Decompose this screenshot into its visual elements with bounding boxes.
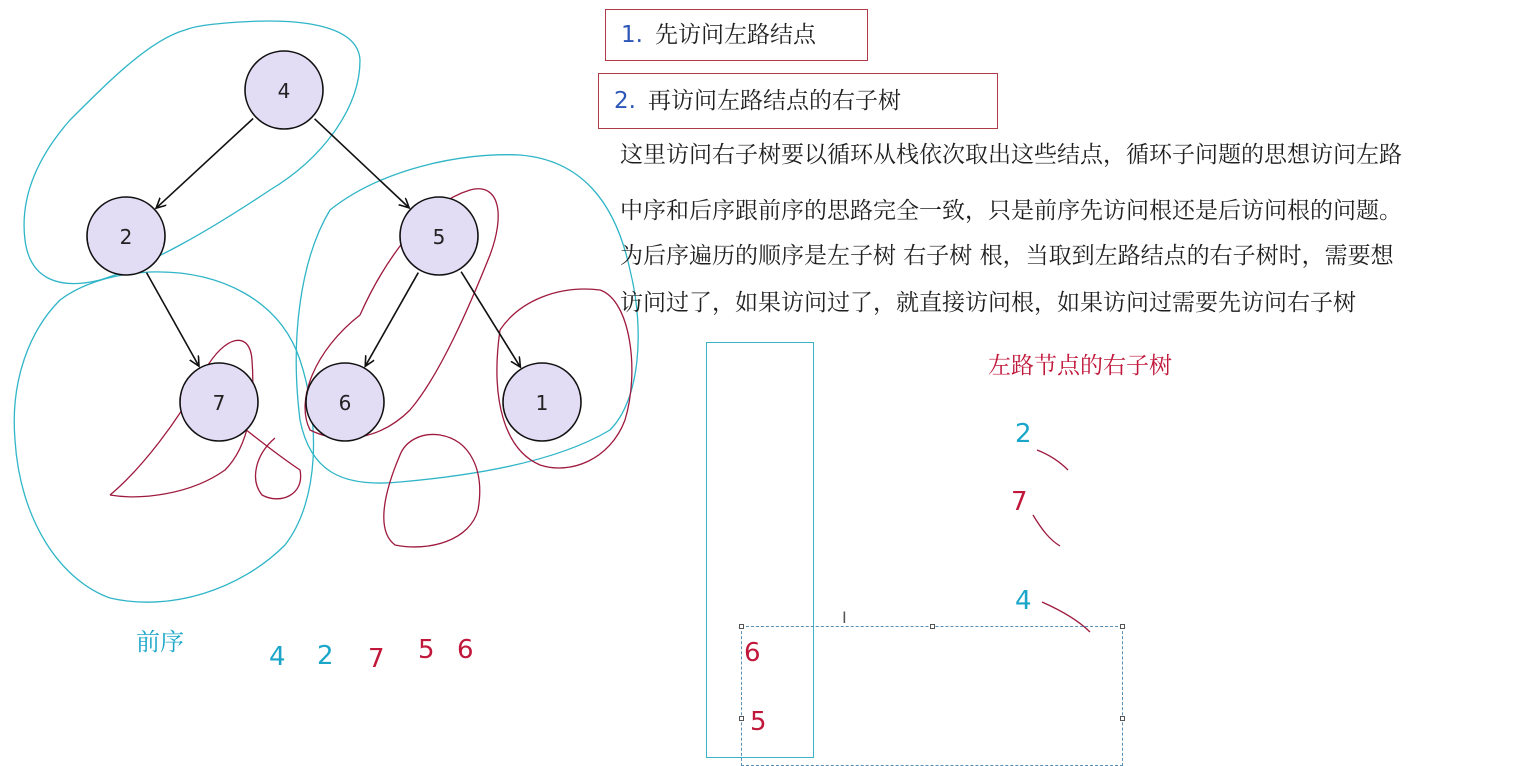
tree-node-label: 5: [432, 225, 446, 249]
preorder-label: 前序: [136, 628, 184, 656]
paragraph-1: 这里访问右子树要以循环从栈依次取出这些结点，循环子问题的思想访问左路: [620, 142, 1402, 168]
edge-5-1: [461, 272, 520, 367]
red-tick-strokes: [1033, 450, 1090, 632]
tree-nodes: [87, 51, 581, 441]
step-1-box: [605, 9, 868, 61]
edge-4-2: [156, 119, 253, 209]
tree-node-5: [400, 197, 478, 275]
paragraph-3: 为后序遍历的顺序是左子树 右子树 根，当取到左路结点的右子树时，需要想: [620, 243, 1394, 269]
resize-handle-top-right[interactable]: [1120, 624, 1125, 629]
preorder-value-2: 2: [317, 641, 334, 671]
right-subtree-value-2: 7: [1011, 487, 1028, 517]
edge-4-5: [315, 119, 410, 208]
right-subtree-value-1: 2: [1015, 419, 1032, 449]
preorder-value-3: 7: [368, 644, 385, 674]
selection-box[interactable]: [741, 626, 1123, 766]
preorder-value-1: 4: [269, 642, 286, 672]
preorder-value-4: 5: [418, 635, 435, 665]
edge-2-7: [147, 273, 199, 367]
right-subtree-value-3: 4: [1015, 586, 1032, 616]
paragraph-2: 中序和后序跟前序的思路完全一致，只是前序先访问根还是后访问根的问题。: [620, 198, 1402, 224]
step-2-text: 再访问左路结点的右子树: [647, 87, 901, 114]
paragraph-4: 访问过了，如果访问过了，就直接访问根，如果访问过需要先访问右子树: [620, 290, 1356, 316]
step-1-text: 先访问左路结点: [654, 21, 816, 48]
resize-handle-right[interactable]: [1120, 716, 1125, 721]
tree-node-7: [180, 363, 258, 441]
tree-node-6: [306, 363, 384, 441]
stack-value-bottom: 5: [750, 707, 767, 737]
preorder-value-5: 6: [457, 635, 474, 665]
step-2-box: [598, 73, 998, 129]
tree-node-2: [87, 197, 165, 275]
resize-handle-top[interactable]: [930, 624, 935, 629]
tree-node-label: 1: [535, 391, 549, 415]
cyan-annotation-strokes: [14, 21, 638, 602]
tree-node-4: [245, 51, 323, 129]
edge-5-6: [365, 273, 418, 367]
resize-handle-top-left[interactable]: [739, 624, 744, 629]
tree-node-label: 6: [338, 391, 352, 415]
right-subtree-title: 左路节点的右子树: [988, 353, 1172, 379]
step-2-number: 2.: [614, 87, 636, 114]
tree-node-label: 7: [212, 391, 226, 415]
step-1-number: 1.: [621, 21, 643, 48]
stack-value-top: 6: [744, 638, 761, 668]
text-cursor-icon: I: [842, 608, 847, 627]
resize-handle-left[interactable]: [739, 716, 744, 721]
tree-node-1: [503, 363, 581, 441]
tree-node-label: 4: [277, 79, 291, 103]
tree-node-label: 2: [119, 225, 133, 249]
